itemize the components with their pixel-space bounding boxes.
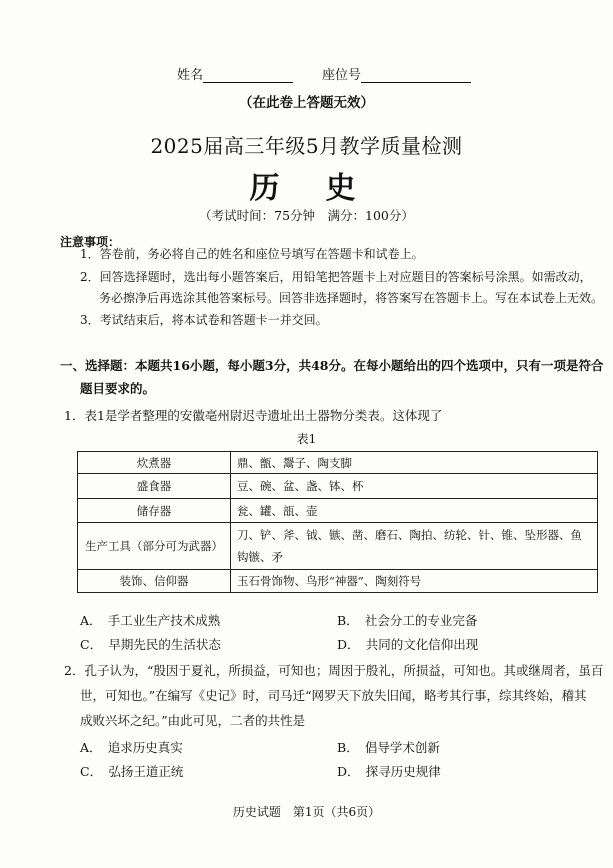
seat-label: 座位号 (322, 68, 362, 83)
table-cell-line: 刀、铲、斧、钺、镞、凿、磨石、陶拍、纺轮、针、锥、坠形器、鱼 (237, 528, 582, 542)
q1-option-b: B． 社会分工的专业完备 (337, 613, 478, 628)
table-row (78, 474, 598, 499)
name-label: 姓名 (177, 68, 204, 83)
subject-title: 历 史 (249, 171, 364, 206)
question-2-stem-line: 成败兴坏之纪。”由此可见，二者的共性是 (80, 713, 306, 728)
artifact-table (77, 451, 598, 593)
instruction-item: 3．考试结束后，将本试卷和答题卡一并交回。 (80, 313, 328, 327)
instruction-item: 1．答卷前，务必将自己的姓名和座位号填写在答题卡和试卷上。 (80, 247, 424, 261)
exam-title: 2025届高三年级5月教学质量检测 (150, 134, 463, 158)
table-cell-items: 玉石骨饰物、鸟形“神器”、陶刻符号 (231, 570, 598, 593)
table-cell-category: 生产工具（部分可为武器） (78, 523, 231, 570)
question-2-stem-line: 世，可知也。”在编写《史记》时，司马迁“网罗天下放失旧闻，略考其行事，综其终始，稽其 (80, 688, 587, 703)
q1-option-d: D． 共同的文化信仰出现 (337, 637, 479, 652)
seat-field (322, 64, 471, 83)
seat-blank (361, 68, 471, 83)
table-row (78, 523, 598, 570)
q2-option-a: A． 追求历史真实 (80, 740, 183, 755)
table-cell-category: 盛食器 (78, 474, 231, 499)
name-blank (203, 68, 293, 83)
table-row (78, 570, 598, 593)
name-field (177, 64, 293, 83)
exam-info: （考试时间：75分钟 满分：100分） (199, 208, 414, 223)
table-cell-items: 豆、碗、盆、盏、钵、杯 (231, 474, 598, 499)
instruction-item: 2．回答选择题时，选出每小题答案后，用铅笔把答题卡上对应题目的答案标号涂黑。如需改动， (80, 270, 592, 284)
q2-option-b: B． 倡导学术创新 (337, 740, 440, 755)
question-2-stem-line: 2．孔子认为，“殷因于夏礼，所损益，可知也；周因于殷礼，所损益，可知也。其或继周者，虽百 (64, 663, 604, 678)
q2-option-c: C． 弘扬王道正统 (80, 764, 184, 779)
q2-option-d: D． 探寻历史规律 (337, 764, 441, 779)
answer-invalid-notice: （在此卷上答题无效） (239, 95, 374, 111)
table-cell-items: 瓮、罐、瓿、壶 (231, 499, 598, 523)
q1-option-c: C． 早期先民的生活状态 (80, 637, 221, 652)
table-row (78, 499, 598, 523)
table-caption: 表1 (296, 432, 317, 446)
section-heading-cont: 题目要求的。 (80, 381, 156, 396)
table-cell-items (231, 523, 598, 570)
question-1-stem: 1．表1是学者整理的安徽亳州尉迟寺遗址出土器物分类表。这体现了 (64, 408, 443, 423)
table-cell-items: 鼎、甑、鬶子、陶支脚 (231, 452, 598, 474)
table-cell-category: 储存器 (78, 499, 231, 523)
table-cell-category: 装饰、信仰器 (78, 570, 231, 593)
section-heading: 一、选择题：本题共16小题，每小题3分，共48分。在每小题给出的四个选项中，只有一项是符合 (60, 358, 604, 373)
table-cell-category: 炊煮器 (78, 452, 231, 474)
q1-option-a: A． 手工业生产技术成熟 (80, 613, 221, 628)
instruction-item: 务必擦净后再选涂其他答案标号。回答非选择题时，将答案写在答题卡上。写在本试卷上无效。 (99, 291, 604, 305)
table-cell-line: 钩镞、矛 (237, 550, 283, 564)
page-footer: 历史试题 第1页（共6页） (232, 805, 381, 819)
instructions-title: 注意事项： (60, 235, 121, 249)
table-row (78, 452, 598, 474)
